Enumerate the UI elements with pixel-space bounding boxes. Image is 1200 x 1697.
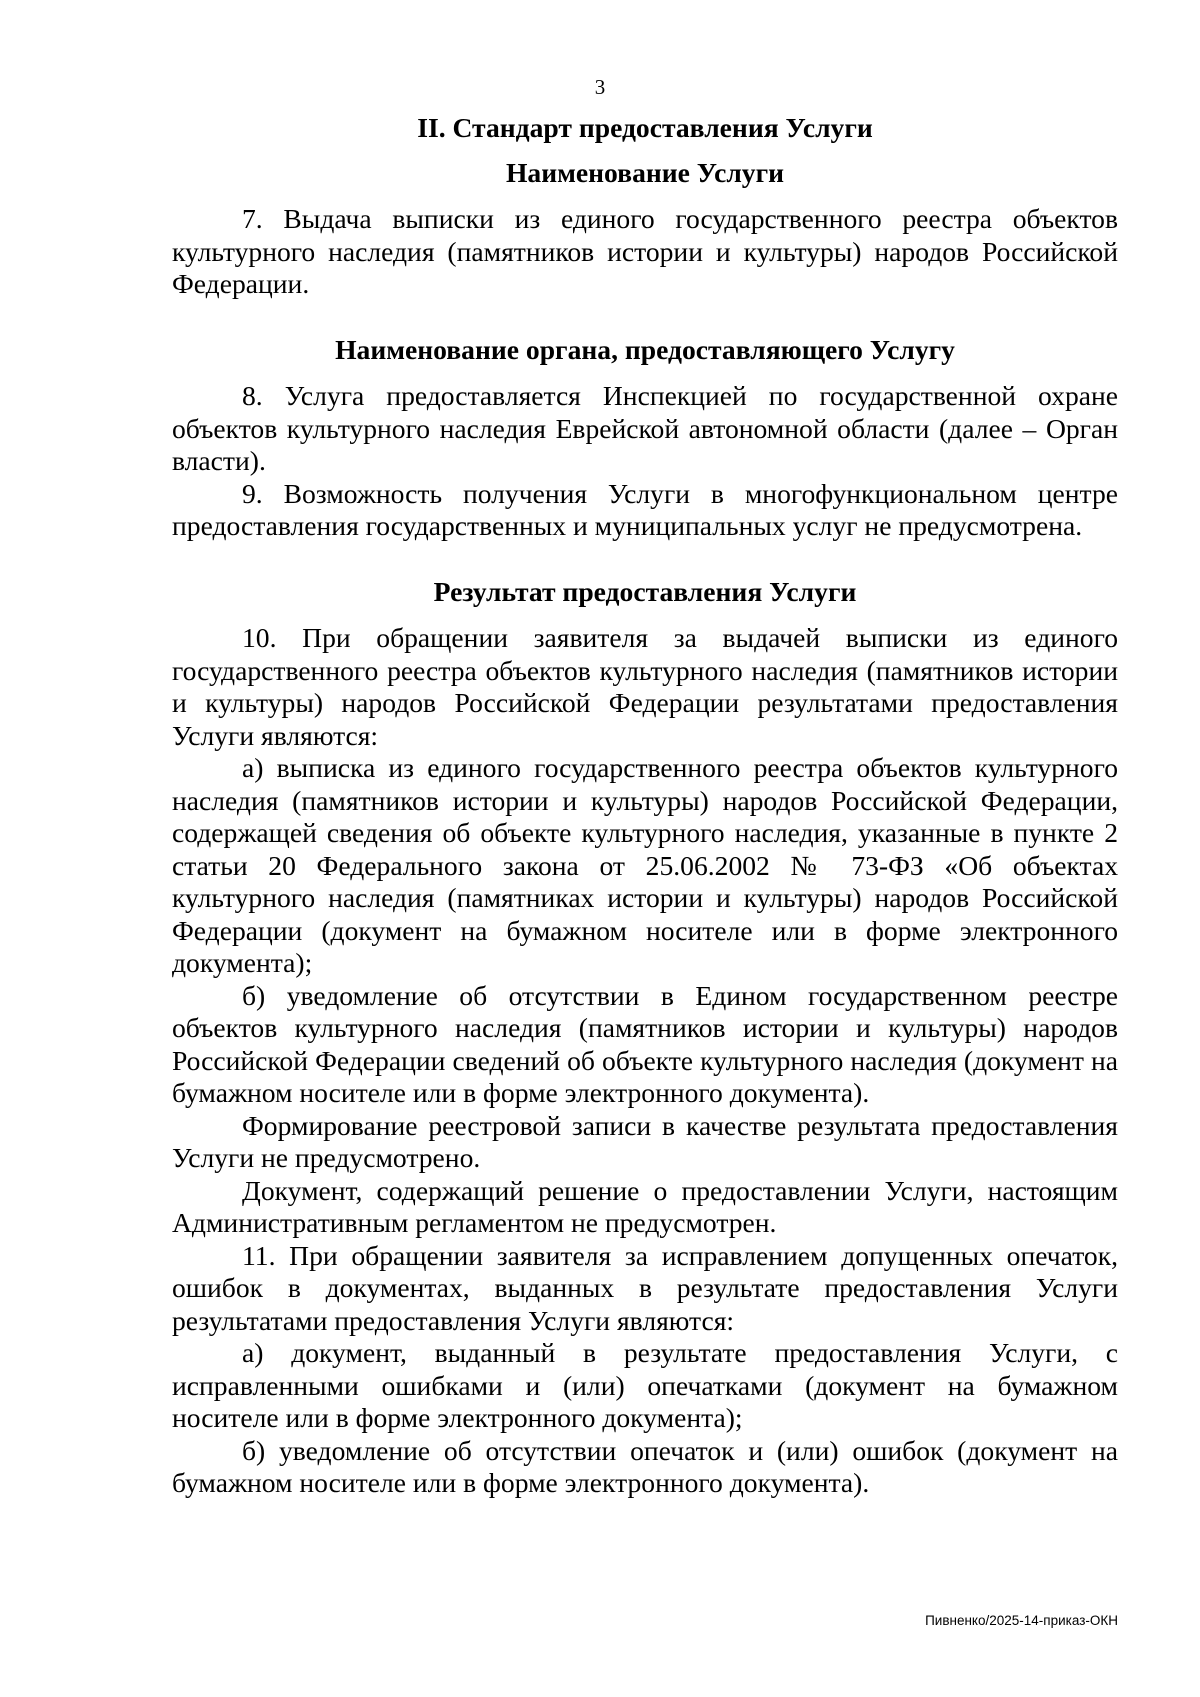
page-number: 3 xyxy=(594,75,606,99)
result-heading: Результат предоставления Услуги xyxy=(433,575,857,607)
paragraph-10b: б) уведомление об отсутствии в Едином государственном реестре объектов культурного наследия (памятников истории и культуры) народов Российской Федерации сведений об объекте культурного наследия (документ на бумажном носителе или в форме электронного документа). xyxy=(172,979,1118,1108)
paragraph-11b: б) уведомление об отсутствии опечаток и (или) ошибок (документ на бумажном носителе или в форме электронного документа). xyxy=(172,1434,1118,1498)
paragraph-11a: а) документ, выданный в результате предоставления Услуги, с исправленными ошибками и (или) опечатками (документ на бумажном носителе или в форме электронного документа); xyxy=(172,1337,1118,1433)
authority-heading: Наименование органа, предоставляющего Услугу xyxy=(335,333,955,365)
document-footer: Пивненко/2025-14-приказ-ОКН xyxy=(925,1613,1118,1628)
document-body xyxy=(172,112,1118,1500)
paragraph-10a: а) выписка из единого государственного реестра объектов культурного наследия (памятников истории и культуры) народов Российской Федерации, содержащей сведения об объекте культурного наследия, указанные в пункте 2 статьи 20 Федерального закона от 25.06.2002 № 73-ФЗ «Об объектах культурного наследия (памятниках истории и культуры) народов Российской Федерации (документ на бумажном носителе или в форме электронного документа); xyxy=(172,752,1118,978)
paragraph-registry: Формирование реестровой записи в качестве результата предоставления Услуги не предусмотрено. xyxy=(172,1109,1118,1173)
paragraph-8: 8. Услуга предоставляется Инспекцией по государственной охране объектов культурного наследия Еврейской автономной области (далее – Орган власти). xyxy=(172,380,1118,476)
service-name-heading: Наименование Услуги xyxy=(505,156,785,188)
paragraph-11: 11. При обращении заявителя за исправлением допущенных опечаток, ошибок в документах, выданных в результате предоставления Услуги результатами предоставления Услуги являются: xyxy=(172,1239,1118,1336)
section-title: II. Стандарт предоставления Услуги xyxy=(417,112,873,143)
paragraph-decision: Документ, содержащий решение о предоставлении Услуги, настоящим Административным регламентом не предусмотрен. xyxy=(172,1174,1118,1238)
paragraph-9: 9. Возможность получения Услуги в многофункциональном центре предоставления государственных и муниципальных услуг не предусмотрена. xyxy=(172,477,1118,541)
paragraph-7: 7. Выдача выписки из единого государственного реестра объектов культурного наследия (памятников истории и культуры) народов Российской Федерации. xyxy=(172,203,1118,299)
paragraph-10: 10. При обращении заявителя за выдачей выписки из единого государственного реестра объектов культурного наследия (памятников истории и культуры) народов Российской Федерации результатами предоставления Услуги являются: xyxy=(172,622,1118,751)
